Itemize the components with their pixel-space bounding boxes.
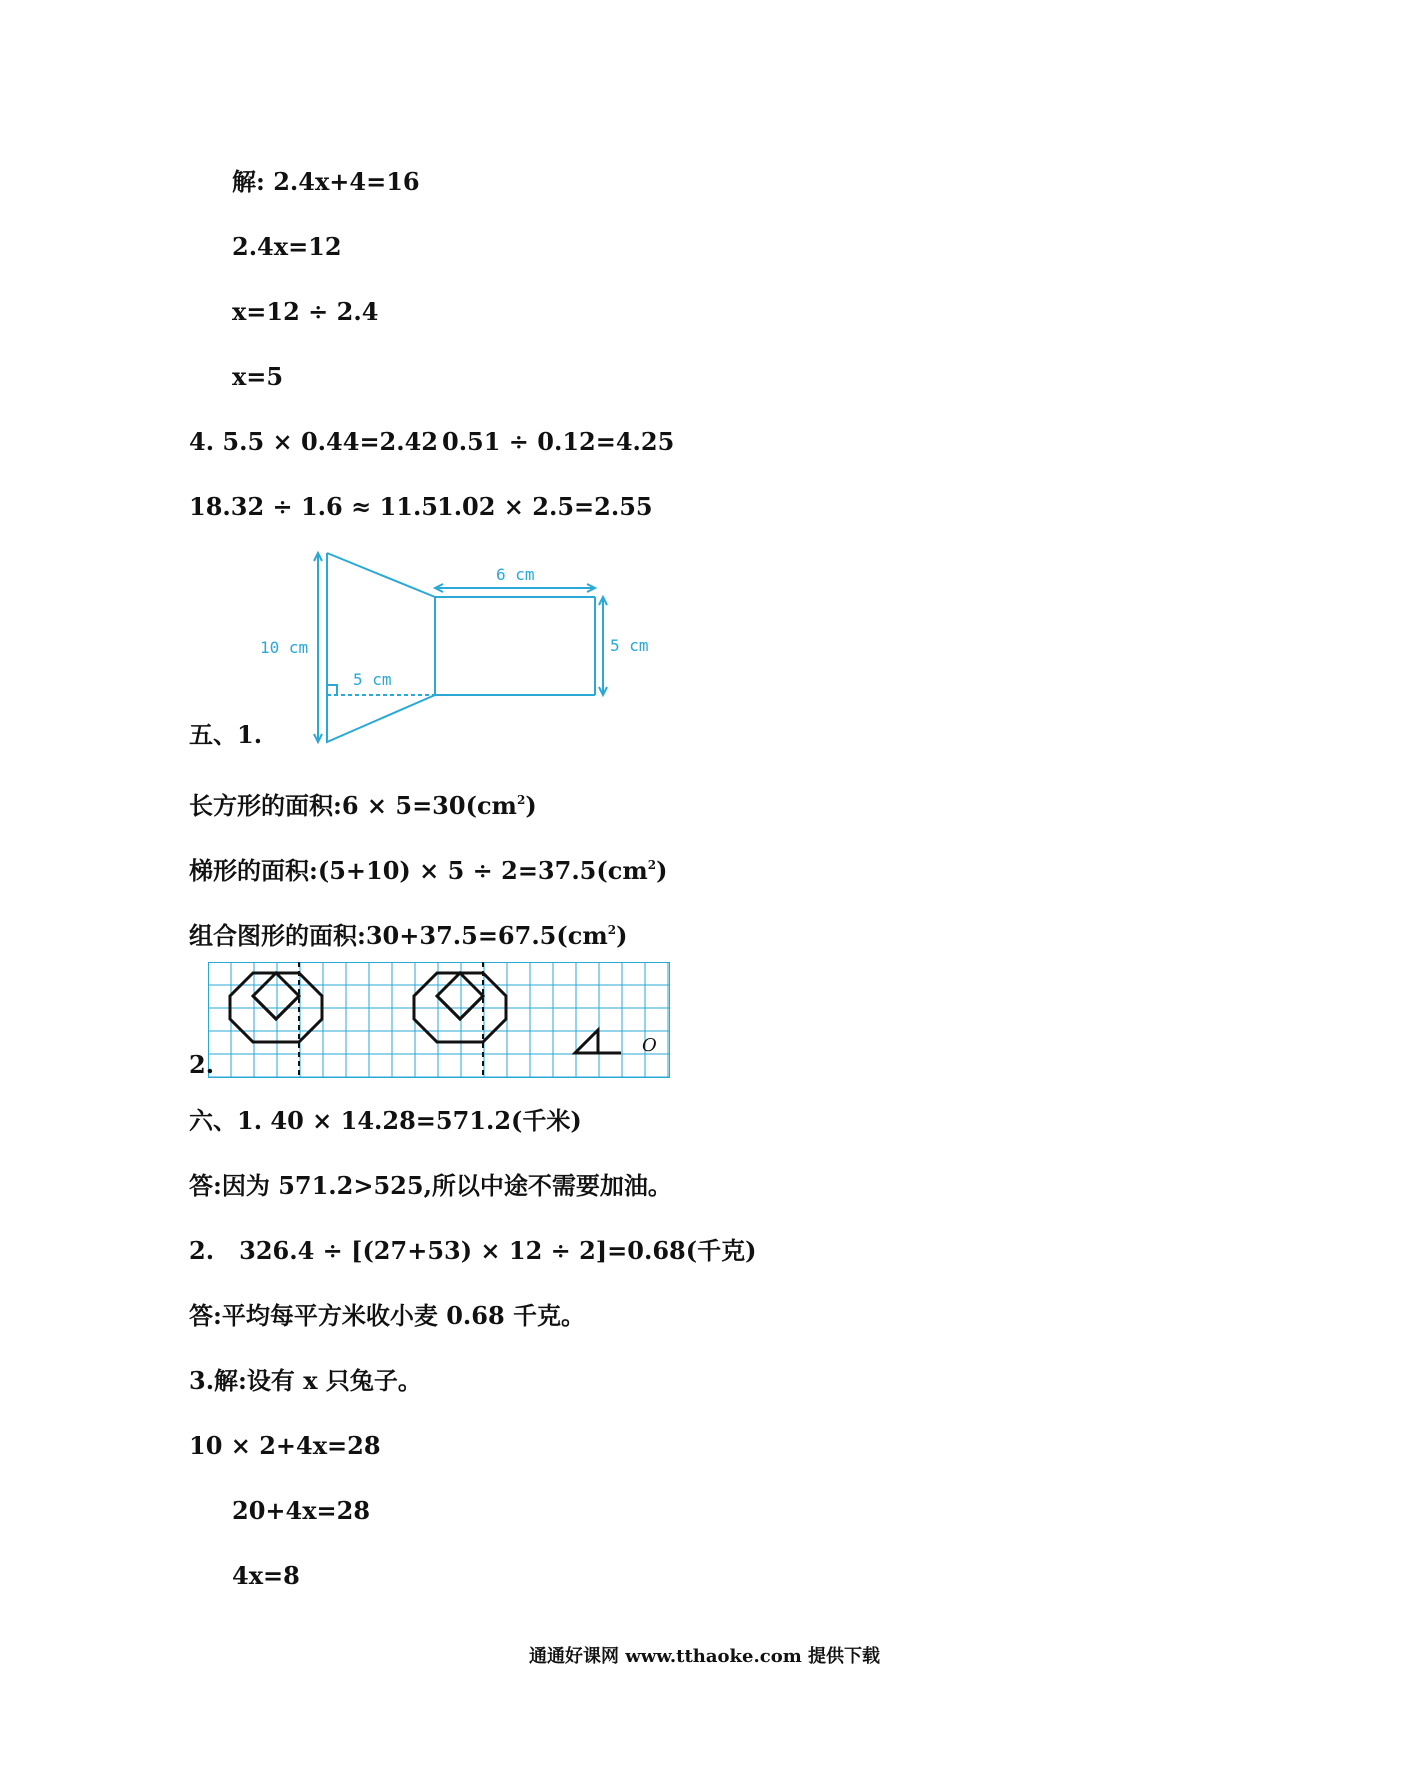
section-5-heading: 五、1. — [189, 720, 263, 749]
point-o-label: O — [642, 1035, 657, 1056]
angle-shape — [575, 1030, 621, 1053]
section-6-q2: 2. 326.4 ÷ [(27+53) × 12 ÷ 2]=0.68(千克) — [189, 1236, 757, 1265]
grid-frame — [209, 963, 670, 1078]
equation-q3-2: 20+4x=28 — [232, 1496, 371, 1525]
right-angle-marker — [327, 685, 337, 695]
calc-line-4d: 1.02 × 2.5=2.55 — [437, 492, 653, 521]
calc-line-4b: 0.51 ÷ 0.12=4.25 — [442, 427, 675, 456]
label-6cm: 6 cm — [496, 565, 535, 584]
label-5cm-right: 5 cm — [610, 636, 649, 655]
label-10cm: 10 cm — [260, 638, 309, 657]
equation-q3-3: 4x=8 — [232, 1561, 300, 1590]
equation-q3-1: 10 × 2+4x=28 — [189, 1431, 381, 1460]
area-trapezoid-line: 梯形的面积:(5+10) × $5 \div 2=37.5(cm^2)$ — [189, 856, 668, 885]
label-5cm-bottom: 5 cm — [353, 670, 392, 689]
footer-credit: 通通好课网 www.tthaoke.com 提供下载 — [528, 1646, 881, 1667]
calc-line-4c: 18.32 ÷ 1.6 ≈ 11.5 — [189, 492, 438, 521]
trapezoid-outline — [327, 553, 435, 742]
answer-q1: 答:因为 571.2>525,所以中途不需要加油。 — [189, 1171, 672, 1200]
equation-line-3: x=12 ÷ 2.4 — [232, 297, 379, 326]
section-6-q1: 六、1. 40 × 14.28=571.2(千米) — [189, 1106, 582, 1135]
grid-question-number: 2. — [189, 1050, 215, 1079]
equation-line-2: 2.4x=12 — [232, 232, 342, 261]
area-rectangle-line: 长方形的面积:6 × $5=30(cm^2)$ — [189, 791, 537, 820]
calc-line-4a: 4. 5.5 × 0.44=2.42 — [189, 427, 438, 456]
equation-line-4: x=5 — [232, 362, 284, 391]
answer-q2: 答:平均每平方米收小麦 0.68 千克。 — [189, 1301, 586, 1330]
symmetry-grid-figure — [208, 962, 670, 1078]
area-combined-line: 组合图形的面积$:30+37.5=67.5(cm^2)$ — [189, 921, 628, 950]
diamond-shape-2 — [437, 973, 483, 1019]
composite-shape-figure — [250, 545, 660, 745]
section-6-q3: 3.解:设有 x 只兔子。 — [189, 1366, 422, 1395]
equation-line-1: 解: 2.4x+4=16 — [232, 167, 420, 196]
diamond-shape-1 — [253, 973, 299, 1019]
